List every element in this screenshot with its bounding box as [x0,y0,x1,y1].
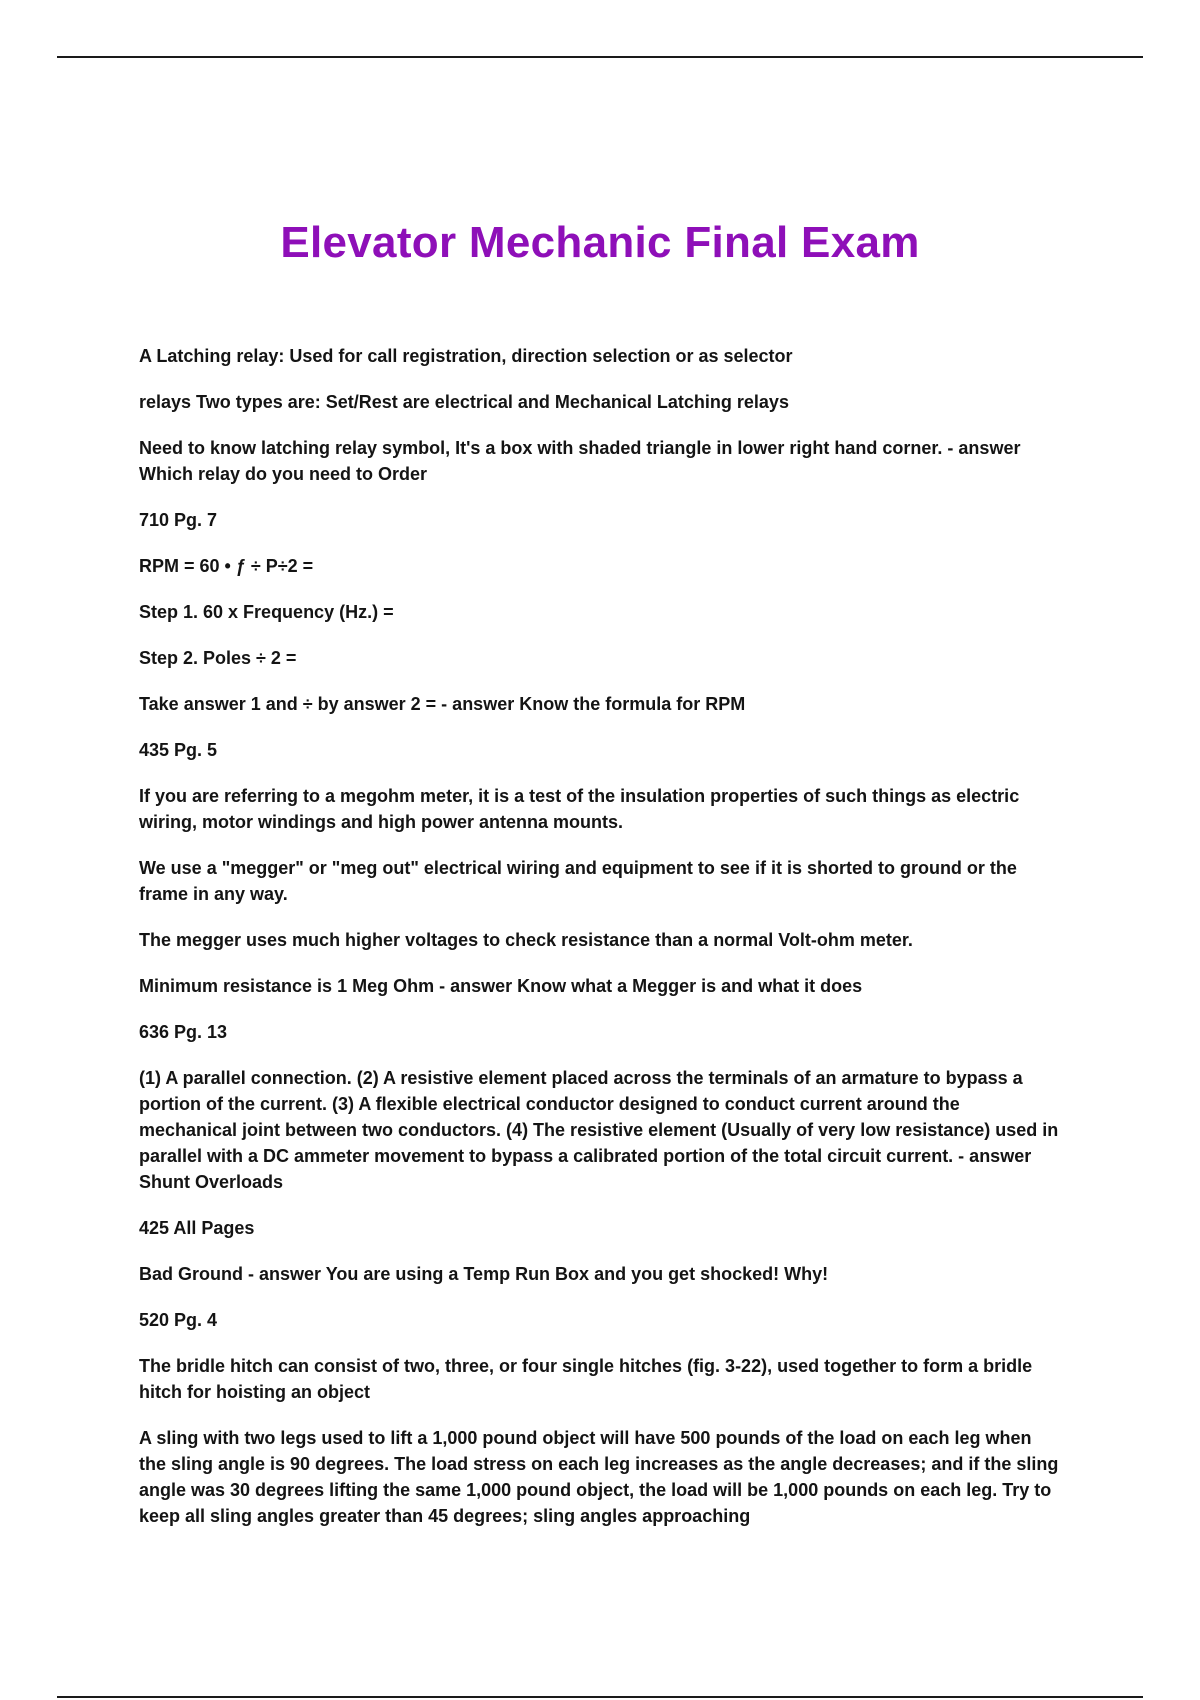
paragraph: A Latching relay: Used for call registration, direction selection or as selector [139,346,793,366]
paragraph: Bad Ground - answer You are using a Temp Run Box and you get shocked! Why! [139,1264,829,1284]
paragraph: A sling with two legs used to lift a 1,000 pound object will have 500 pounds of the load on each leg when the sling angle is 90 degrees. The load stress on each leg increases as the angle decreases; and if the sling angle was 30 degrees lifting the same 1,000 pound object, the load will be 1,000 pounds on each leg. Try to keep all sling angles greater than 45 degrees; sling angles approaching [139,1428,1059,1526]
document-body [139,343,1059,1549]
footer-rule [57,1696,1143,1698]
paragraph: 435 Pg. 5 [139,740,218,760]
paragraph: Step 2. Poles ÷ 2 = [139,648,297,668]
paragraph: 425 All Pages [139,1218,255,1238]
paragraph: If you are referring to a megohm meter, it is a test of the insulation properties of such things as electric wiring, motor windings and high power antenna mounts. [139,786,1020,832]
paragraph: Step 1. 60 x Frequency (Hz.) = [139,602,394,622]
header-rule [57,56,1143,58]
paragraph: Take answer 1 and ÷ by answer 2 = - answer Know the formula for RPM [139,694,746,714]
document-title: Elevator Mechanic Final Exam [280,218,920,267]
paragraph: Minimum resistance is 1 Meg Ohm - answer Know what a Megger is and what it does [139,976,863,996]
paragraph: The bridle hitch can consist of two, three, or four single hitches (fig. 3-22), used together to form a bridle hitch for hoisting an object [139,1356,1033,1402]
paragraph: 636 Pg. 13 [139,1022,228,1042]
paragraph: 710 Pg. 7 [139,510,218,530]
paragraph: relays Two types are: Set/Rest are electrical and Mechanical Latching relays [139,392,789,412]
paragraph: 520 Pg. 4 [139,1310,218,1330]
paragraph: The megger uses much higher voltages to check resistance than a normal Volt-ohm meter. [139,930,913,950]
paragraph: Need to know latching relay symbol, It's a box with shaded triangle in lower right hand corner. - answer Which relay do you need to Order [139,438,1021,484]
paragraph: RPM = 60 • ƒ ÷ P÷2 = [139,556,314,576]
paragraph: We use a "megger" or "meg out" electrical wiring and equipment to see if it is shorted to ground or the frame in any way. [139,858,1017,904]
paragraph: (1) A parallel connection. (2) A resistive element placed across the terminals of an armature to bypass a portion of the current. (3) A flexible electrical conductor designed to conduct current around the mechanical joint between two conductors. (4) The resistive element (Usually of very low resistance) used in parallel with a DC ammeter movement to bypass a calibrated portion of the total circuit current. - answer Shunt Overloads [139,1068,1059,1192]
